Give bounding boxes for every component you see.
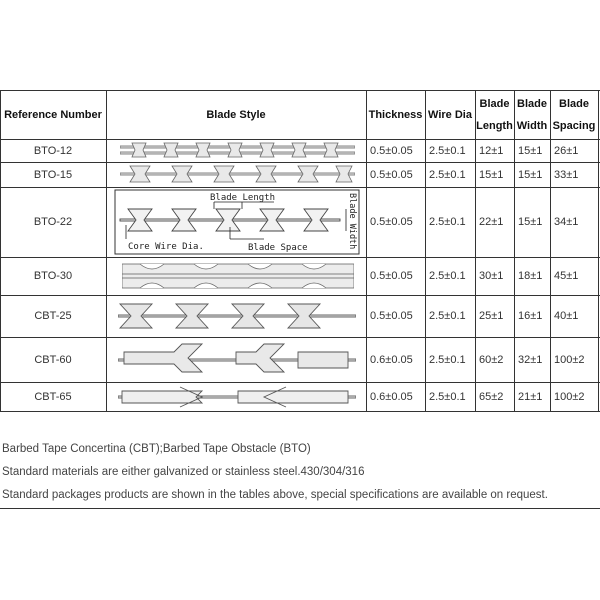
note-materials: Standard materials are either galvanized or stainless steel.430/304/316 (2, 466, 365, 478)
row-bto-12-reference: BTO-12 (33, 144, 73, 157)
blade-illustration-bto-15 (120, 165, 355, 184)
row-bto-12-wire-dia: 2.5±0.1 (429, 144, 466, 157)
row-bto-15-wire-dia: 2.5±0.1 (429, 168, 466, 181)
label-core-wire-dia: Core Wire Dia. (128, 242, 204, 252)
row-bto-22-blade-width: 15±1 (518, 216, 543, 228)
row-bto-30-thickness: 0.5±0.05 (370, 270, 413, 282)
blade-illustration-cbt-25 (118, 302, 356, 330)
row-bto-30-blade-width: 18±1 (518, 270, 543, 282)
row-cbt-65-reference: CBT-65 (34, 390, 72, 403)
row-bto-15-thickness: 0.5±0.05 (370, 168, 413, 181)
row-cbt-65-blade-spacing: 100±2 (554, 390, 585, 403)
header-blade-width (514, 90, 550, 139)
row-cbt-60-thickness: 0.6±0.05 (370, 353, 413, 366)
header-thickness: Thickness (368, 108, 423, 121)
row-cbt-25-blade-length: 25±1 (479, 310, 504, 322)
blade-illustration-bto-30 (122, 262, 354, 290)
row-bto-22-wire-dia: 2.5±0.1 (429, 216, 466, 228)
label-blade-length: Blade Length (210, 193, 276, 203)
row-bto-12-blade-spacing: 26±1 (554, 144, 579, 157)
row-bto-30-blade-spacing: 45±1 (554, 270, 579, 282)
row-cbt-60-blade-spacing: 100±2 (554, 353, 585, 366)
row-cbt-25-reference: CBT-25 (34, 310, 72, 322)
blade-illustration-bto-12 (120, 141, 355, 160)
row-bto-12-blade-width: 15±1 (518, 144, 543, 157)
row-bto-30-wire-dia: 2.5±0.1 (429, 270, 466, 282)
row-bto-30-blade-length: 30±1 (479, 270, 504, 282)
header-reference: Reference Number (4, 108, 102, 121)
row-cbt-60-blade-width: 32±1 (518, 353, 543, 366)
label-blade-width: Blade Width (347, 193, 357, 250)
header-wire-dia: Wire Dia (428, 108, 472, 121)
blade-illustration-cbt-65 (118, 385, 356, 409)
row-bto-15-blade-width: 15±1 (518, 168, 543, 181)
row-cbt-65-thickness: 0.6±0.05 (370, 390, 413, 403)
blade-illustration-cbt-60 (118, 342, 356, 378)
row-bto-22-blade-length: 22±1 (479, 216, 504, 228)
row-divider (0, 411, 600, 412)
header-blade-width-line2: Width (516, 119, 548, 132)
row-bto-12-blade-length: 12±1 (479, 144, 504, 157)
col-divider (598, 90, 599, 412)
spec-table (0, 90, 600, 509)
row-bto-22-blade-spacing: 34±1 (554, 216, 579, 228)
row-bto-30-reference: BTO-30 (33, 270, 73, 282)
header-blade-length-line2: Length (476, 119, 513, 132)
row-cbt-65-blade-length: 65±2 (479, 390, 504, 403)
table-border-bottom (0, 508, 600, 509)
header-blade-width-line1: Blade (517, 97, 547, 110)
row-cbt-65-blade-width: 21±1 (518, 390, 543, 403)
blade-diagram-bto-22 (114, 189, 360, 255)
row-bto-12-thickness: 0.5±0.05 (370, 144, 413, 157)
row-cbt-25-thickness: 0.5±0.05 (370, 310, 413, 322)
header-blade-spacing (550, 90, 598, 139)
row-cbt-25-blade-spacing: 40±1 (554, 310, 579, 322)
row-bto-15-reference: BTO-15 (33, 168, 73, 181)
row-cbt-25-blade-width: 16±1 (518, 310, 543, 322)
label-blade-space: Blade Space (248, 243, 308, 253)
row-bto-15-blade-length: 15±1 (479, 168, 504, 181)
row-cbt-25-wire-dia: 2.5±0.1 (429, 310, 466, 322)
row-cbt-60-wire-dia: 2.5±0.1 (429, 353, 466, 366)
header-blade-length-line1: Blade (479, 97, 510, 110)
header-blade-spacing-line2: Spacing (552, 119, 596, 132)
row-cbt-60-blade-length: 60±2 (479, 353, 504, 366)
note-abbreviations: Barbed Tape Concertina (CBT);Barbed Tape Obstacle (BTO) (2, 443, 311, 455)
row-bto-15-blade-spacing: 33±1 (554, 168, 579, 181)
row-cbt-65-wire-dia: 2.5±0.1 (429, 390, 466, 403)
note-packages: Standard packages products are shown in the tables above, special specifications are available on request. (2, 489, 548, 501)
header-blade-spacing-line1: Blade (559, 97, 589, 110)
row-bto-22-thickness: 0.5±0.05 (370, 216, 413, 228)
header-blade-style: Blade Style (206, 108, 266, 121)
header-blade-length (475, 90, 514, 139)
row-bto-22-reference: BTO-22 (33, 216, 73, 228)
row-cbt-60-reference: CBT-60 (34, 353, 72, 366)
